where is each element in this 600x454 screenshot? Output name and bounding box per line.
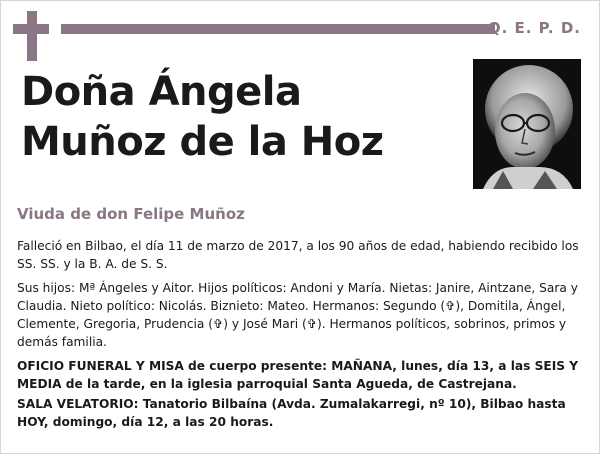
portrait-photo — [473, 59, 581, 189]
name-line-1: Doña Ángela — [21, 69, 302, 115]
header-rule — [61, 24, 495, 34]
portrait-image — [473, 59, 581, 189]
qepd-label: Q. E. P. D. — [487, 19, 581, 37]
deceased-name — [21, 67, 461, 167]
death-paragraph: Falleció en Bilbao, el día 11 de marzo de 2017, a los 90 años de edad, habiendo recibido los SS. SS. y la B. A. de S. S. — [17, 239, 579, 271]
cross-horizontal-bar — [13, 24, 49, 34]
funeral-paragraph: OFICIO FUNERAL Y MISA de cuerpo presente: MAÑANA, lunes, día 13, a las SEIS Y MEDIA de la tarde, en la iglesia parroquial Santa Agueda, de Castrejana. — [17, 359, 579, 391]
name-line-2: Muñoz de la Hoz — [21, 119, 384, 165]
notice-body — [17, 237, 587, 433]
cross-vertical-bar — [27, 11, 37, 61]
subtitle-widow-of: Viuda de don Felipe Muñoz — [17, 205, 245, 223]
family-paragraph: Sus hijos: Mª Ángeles y Aitor. Hijos políticos: Andoni y María. Nietas: Janire, Aintzane, Sara y Claudia. Nieto político: Nicolás. Biznieto: Mateo. Hermanos: Segundo (✞), Domitila, Ángel, Clemente, Gregoria, Prudencia (✞) y José Mari (✞). Hermanos políticos, sobrinos, primos y demás familia. — [17, 281, 578, 349]
velatorio-paragraph: SALA VELATORIO: Tanatorio Bilbaína (Avda. Zumalakarregi, nº 10), Bilbao hasta HOY, domingo, día 12, a las 20 horas. — [17, 397, 566, 429]
